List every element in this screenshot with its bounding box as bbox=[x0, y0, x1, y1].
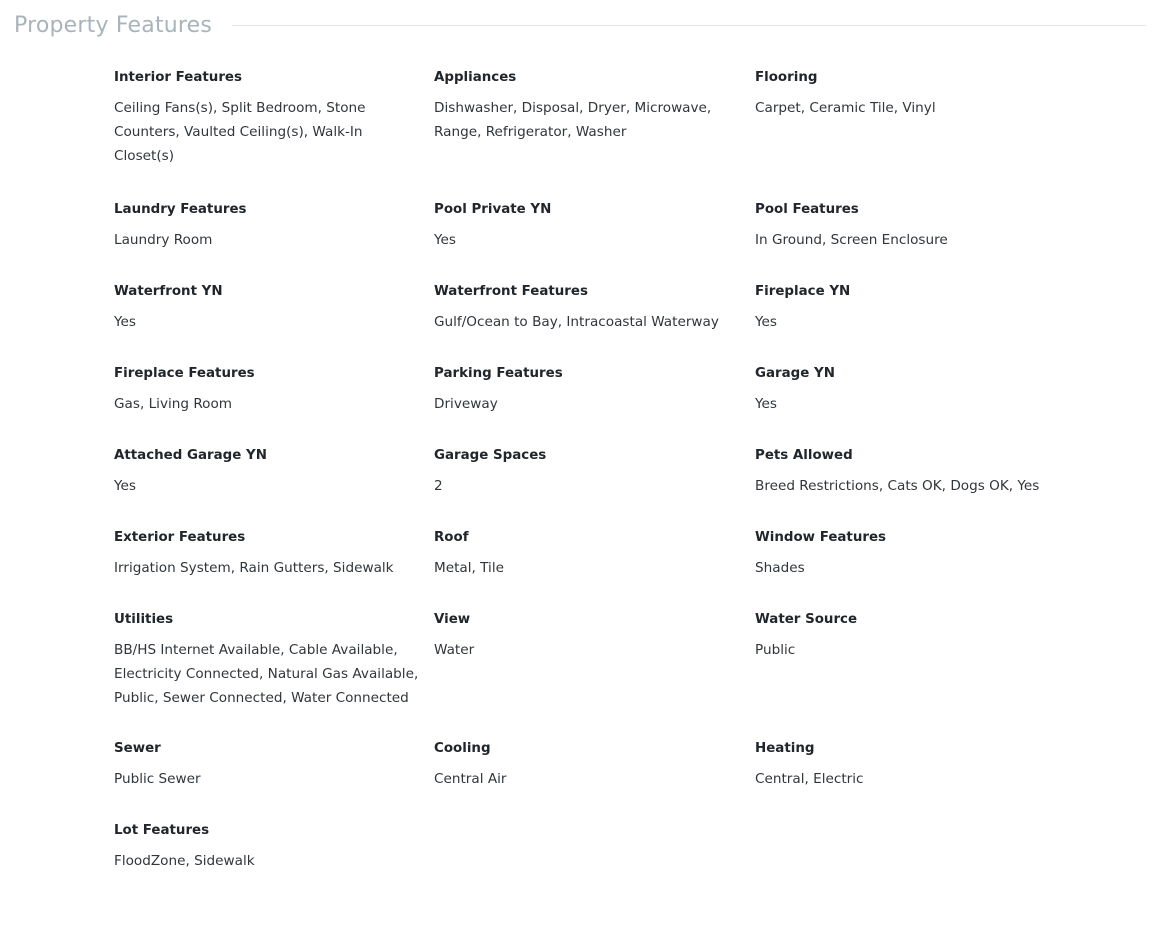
feature-label: Waterfront Features bbox=[434, 284, 588, 299]
feature-lot-features bbox=[114, 821, 434, 873]
feature-label: View bbox=[434, 612, 471, 627]
feature-label: Fireplace YN bbox=[755, 284, 851, 299]
feature-pool-private-yn bbox=[434, 200, 755, 252]
feature-value: Public Sewer bbox=[114, 771, 201, 787]
feature-value: Yes bbox=[114, 314, 136, 330]
section-divider bbox=[232, 25, 1146, 26]
feature-value: Driveway bbox=[434, 396, 498, 412]
feature-interior-features bbox=[114, 68, 434, 168]
feature-value: Dishwasher, Disposal, Dryer, Microwave, Range, Refrigerator, Washer bbox=[434, 100, 712, 140]
feature-label: Flooring bbox=[755, 70, 818, 85]
feature-label: Fireplace Features bbox=[114, 366, 255, 381]
feature-fireplace-features bbox=[114, 364, 434, 416]
feature-label: Interior Features bbox=[114, 70, 242, 85]
features-grid bbox=[114, 68, 1114, 873]
section-title: Property Features bbox=[14, 12, 213, 38]
feature-garage-spaces bbox=[434, 446, 755, 498]
feature-value: Water bbox=[434, 642, 475, 658]
feature-label: Water Source bbox=[755, 612, 858, 627]
feature-label: Heating bbox=[755, 741, 815, 756]
feature-value: Metal, Tile bbox=[434, 560, 504, 576]
feature-pets-allowed bbox=[755, 446, 1075, 498]
feature-fireplace-yn bbox=[755, 282, 1075, 334]
feature-value: Irrigation System, Rain Gutters, Sidewalk bbox=[114, 560, 394, 576]
feature-label: Waterfront YN bbox=[114, 284, 223, 299]
feature-label: Pool Features bbox=[755, 202, 859, 217]
feature-attached-garage-yn bbox=[114, 446, 434, 498]
feature-value: Yes bbox=[755, 396, 777, 412]
feature-label: Roof bbox=[434, 530, 469, 545]
feature-value: Laundry Room bbox=[114, 232, 213, 248]
feature-value: Central, Electric bbox=[755, 771, 864, 787]
feature-value: 2 bbox=[434, 478, 443, 494]
feature-label: Laundry Features bbox=[114, 202, 247, 217]
feature-parking-features bbox=[434, 364, 755, 416]
feature-value: Carpet, Ceramic Tile, Vinyl bbox=[755, 100, 936, 116]
feature-value: BB/HS Internet Available, Cable Available, Electricity Connected, Natural Gas Available, Public, Sewer Connected, Water Connected bbox=[114, 642, 419, 706]
feature-waterfront-features bbox=[434, 282, 755, 334]
feature-label: Appliances bbox=[434, 70, 517, 85]
feature-window-features bbox=[755, 528, 1075, 580]
feature-value: Yes bbox=[755, 314, 777, 330]
feature-label: Pets Allowed bbox=[755, 448, 853, 463]
feature-appliances bbox=[434, 68, 755, 168]
feature-value: Shades bbox=[755, 560, 805, 576]
feature-value: Gas, Living Room bbox=[114, 396, 233, 412]
feature-label: Attached Garage YN bbox=[114, 448, 267, 463]
feature-sewer bbox=[114, 739, 434, 791]
feature-label: Window Features bbox=[755, 530, 887, 545]
feature-utilities bbox=[114, 610, 434, 710]
feature-flooring bbox=[755, 68, 1075, 168]
feature-view bbox=[434, 610, 755, 710]
feature-pool-features bbox=[755, 200, 1075, 252]
feature-label: Exterior Features bbox=[114, 530, 246, 545]
feature-label: Parking Features bbox=[434, 366, 563, 381]
feature-water-source bbox=[755, 610, 1075, 710]
feature-exterior-features bbox=[114, 528, 434, 580]
feature-label: Garage Spaces bbox=[434, 448, 547, 463]
feature-garage-yn bbox=[755, 364, 1075, 416]
feature-cooling bbox=[434, 739, 755, 791]
feature-waterfront-yn bbox=[114, 282, 434, 334]
feature-value: Breed Restrictions, Cats OK, Dogs OK, Yes bbox=[755, 478, 1040, 494]
feature-label: Pool Private YN bbox=[434, 202, 552, 217]
feature-value: FloodZone, Sidewalk bbox=[114, 853, 255, 869]
feature-heating bbox=[755, 739, 1075, 791]
feature-label: Cooling bbox=[434, 741, 491, 756]
feature-label: Sewer bbox=[114, 741, 161, 756]
property-features-header bbox=[14, 8, 1146, 42]
feature-laundry-features bbox=[114, 200, 434, 252]
feature-value: In Ground, Screen Enclosure bbox=[755, 232, 948, 248]
feature-label: Garage YN bbox=[755, 366, 835, 381]
feature-value: Yes bbox=[114, 478, 136, 494]
feature-label: Utilities bbox=[114, 612, 174, 627]
feature-value: Central Air bbox=[434, 771, 507, 787]
feature-value: Gulf/Ocean to Bay, Intracoastal Waterway bbox=[434, 314, 719, 330]
feature-value: Ceiling Fans(s), Split Bedroom, Stone Counters, Vaulted Ceiling(s), Walk-In Closet(s) bbox=[114, 100, 366, 164]
feature-value: Public bbox=[755, 642, 796, 658]
feature-value: Yes bbox=[434, 232, 456, 248]
feature-roof bbox=[434, 528, 755, 580]
feature-label: Lot Features bbox=[114, 823, 210, 838]
